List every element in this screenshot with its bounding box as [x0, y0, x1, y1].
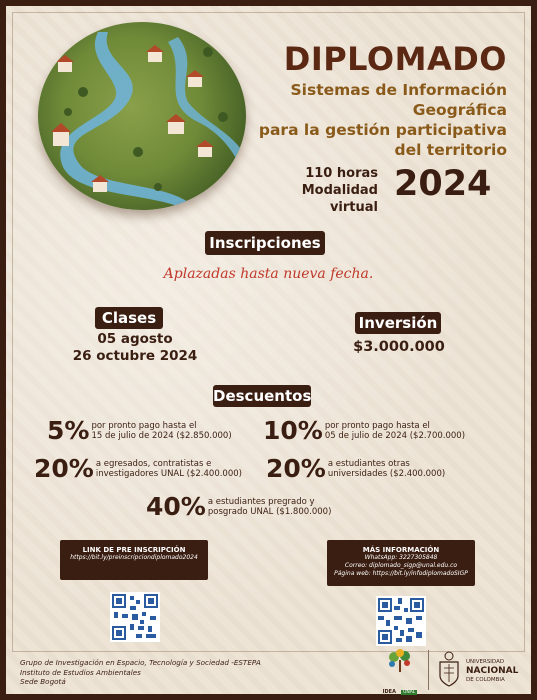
- ideas-label: IDEA: [382, 689, 396, 695]
- discount-percent: 20%: [266, 454, 326, 483]
- clases-heading: Clases: [95, 307, 163, 329]
- discount-item: [146, 494, 331, 520]
- discount-line-2: 05 de julio de 2024 ($2.700.000): [324, 431, 466, 441]
- footer-divider: [428, 650, 429, 690]
- inscripciones-status: Aplazadas hasta nueva fecha.: [163, 266, 374, 282]
- program-duration: [268, 165, 378, 216]
- organizer-line-1: Grupo de Investigación en Espacio, Tecnología y Sociedad -ESTEPA: [20, 658, 261, 667]
- discount-percent: 10%: [263, 416, 323, 445]
- discount-line-2: 15 de julio de 2024 ($2.850.000): [91, 431, 232, 441]
- discount-line-2: investigadores UNAL ($2.400.000): [95, 469, 242, 479]
- discount-item: [34, 456, 242, 482]
- discount-description: [328, 459, 445, 480]
- discount-percent: 40%: [146, 492, 206, 521]
- subtitle-line-3: del territorio: [394, 141, 507, 159]
- discount-line-1: por pronto pago hasta el: [324, 420, 430, 431]
- globe-map-graphic: [38, 22, 246, 210]
- preinscription-link[interactable]: https://bit.ly/preinscripciondiplomado2024: [70, 554, 198, 561]
- unal-line-1: UNIVERSIDAD: [466, 659, 505, 665]
- clases-start-date: 05 agosto: [97, 331, 173, 347]
- discount-item: [263, 418, 465, 444]
- discount-percent: 20%: [34, 454, 94, 483]
- preinscription-qr-code[interactable]: [110, 592, 160, 642]
- clases-end-date: 26 octubre 2024: [72, 348, 198, 364]
- clases-dates: [70, 331, 200, 365]
- program-subtitle: [217, 80, 507, 160]
- subtitle-line-2: para la gestión participativa: [258, 121, 507, 139]
- inscripciones-heading: Inscripciones: [205, 231, 325, 255]
- email-contact[interactable]: Correo: diplomado_sigp@unal.edu.co: [344, 562, 458, 569]
- info-box-title: MÁS INFORMACIÓN: [362, 546, 440, 554]
- preinscription-link-box: [60, 540, 208, 580]
- page-title: DIPLOMADO: [283, 40, 507, 78]
- subtitle-line-1: Sistemas de Información Geográfica: [290, 81, 507, 119]
- modality-text: Modalidad virtual: [301, 183, 378, 215]
- unal-shield-icon: [436, 650, 462, 688]
- program-year: 2024: [394, 164, 492, 204]
- more-info-qr-code[interactable]: [376, 596, 426, 646]
- discount-line-2: universidades ($2.400.000): [327, 469, 446, 479]
- discount-description: [208, 497, 332, 518]
- unal-line-2: NACIONAL: [466, 666, 519, 676]
- link-box-title: LINK DE PRE INSCRIPCIÓN: [82, 546, 186, 554]
- unal-name: [466, 658, 518, 684]
- organizer-line-2: Instituto de Estudios Ambientales: [20, 667, 141, 677]
- organizer-info: [20, 658, 261, 687]
- hours-text: 110 horas: [305, 166, 378, 181]
- discount-line-1: a estudiantes pregrado y: [207, 496, 315, 507]
- discount-line-1: a egresados, contratistas e: [95, 458, 212, 469]
- discount-line-2: posgrado UNAL ($1.800.000): [207, 507, 332, 517]
- idea-unal-logo: [380, 648, 420, 695]
- discount-description: [325, 421, 465, 442]
- inversion-heading: Inversión: [355, 312, 441, 334]
- inversion-value: $3.000.000: [353, 339, 445, 355]
- discount-item: [47, 418, 232, 444]
- discount-item: [266, 456, 445, 482]
- discount-description: [91, 421, 231, 442]
- discount-line-1: a estudiantes otras: [327, 458, 410, 469]
- discount-percent: 5%: [47, 416, 90, 445]
- website-link[interactable]: Página web: https://bit.ly/infodiplomadoSIGP: [334, 570, 468, 577]
- territory-globe-illustration: [38, 22, 246, 210]
- unal-line-3: DE COLOMBIA: [466, 677, 505, 683]
- discount-line-1: por pronto pago hasta el: [91, 420, 197, 431]
- descuentos-heading: Descuentos: [213, 387, 312, 405]
- discount-description: [96, 459, 242, 480]
- ideas-badge: UNAL: [403, 690, 416, 695]
- idea-tree-icon: [385, 648, 415, 674]
- organizer-line-3: Sede Bogotá: [20, 677, 66, 686]
- more-info-box: [327, 540, 475, 586]
- whatsapp-contact[interactable]: WhatsApp: 3227305848: [364, 554, 438, 561]
